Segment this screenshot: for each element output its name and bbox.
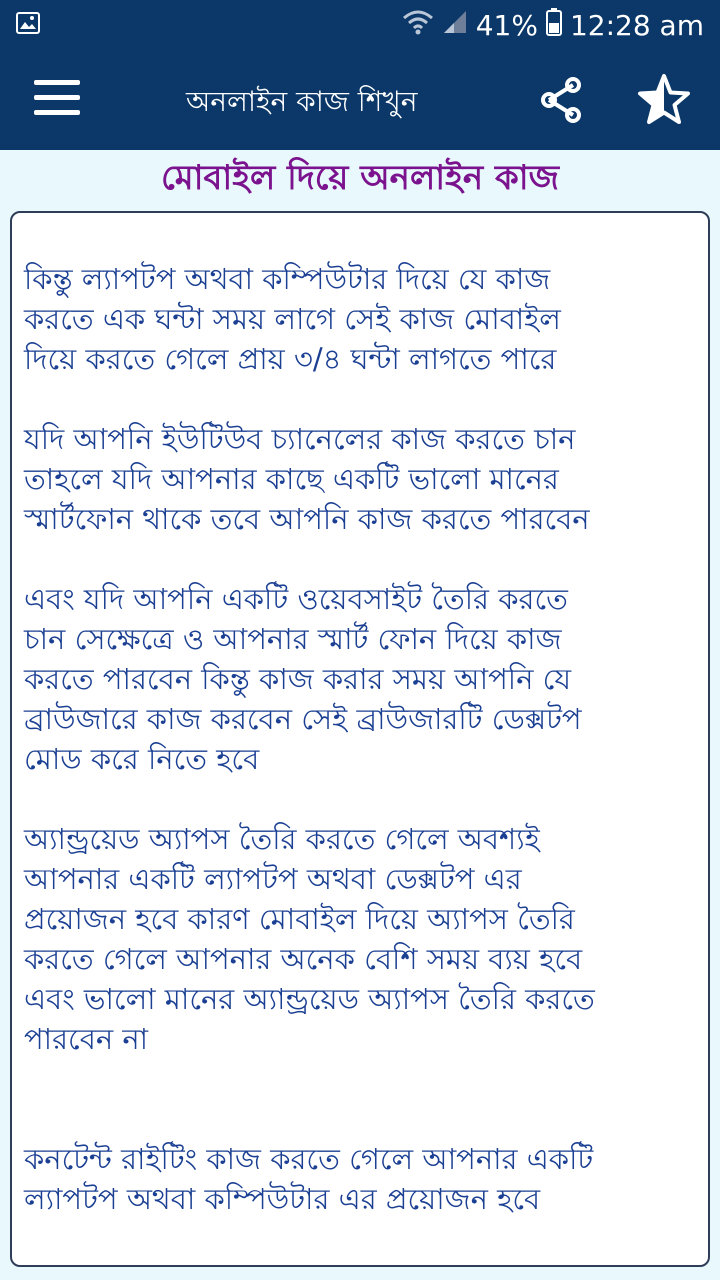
paragraph-spacer [24, 1059, 688, 1139]
paragraph-2: যদি আপনি ইউটিউব চ্যানেলের কাজ করতে চান তাহলে যদি আপনার কাছে একটি ভালো মানের স্মার্টফোন থাকে তবে আপনি কাজ করতে পারবেন [24, 422, 590, 536]
battery-percent: 41% [475, 8, 538, 42]
paragraph-spacer [24, 779, 688, 819]
app-title: অনলাইন কাজ শিখুন [186, 85, 418, 118]
paragraph-spacer [24, 379, 688, 419]
paragraph-1: কিন্তু ল্যাপটপ অথবা কম্পিউটার দিয়ে যে কাজ করতে এক ঘন্টা সময় লাগে সেই কাজ মোবাইল দিয়ে করতে গেলে প্রায় ৩/৪ ঘন্টা লাগতে পারে [24, 262, 561, 376]
paragraph-4: অ্যান্ড্রয়েড অ্যাপস তৈরি করতে গেলে অবশ্যই আপনার একটি ল্যাপটপ অথবা ডেক্সটপ এর প্রয়োজন হবে কারণ মোবাইল দিয়ে অ্যাপস তৈরি করতে গেলে আপনার অনেক বেশি সময় ব্যয় হবে এবং ভালো মানের অ্যান্ড্রয়েড অ্যাপস তৈরি করতে পারবেন না [24, 822, 595, 1056]
menu-icon-line [34, 95, 80, 100]
status-time: 12:28 am [569, 8, 704, 42]
battery-icon [546, 8, 562, 43]
wifi-icon [402, 9, 434, 42]
paragraph-spacer [24, 539, 688, 579]
menu-icon [34, 80, 80, 85]
paragraph-5: কনটেন্ট রাইটিং কাজ করতে গেলে আপনার একটি ল্যাপটপ অথবা কম্পিউটার এর প্রয়োজন হবে [24, 1142, 594, 1216]
content-box[interactable] [10, 211, 710, 1267]
menu-button[interactable] [34, 80, 80, 120]
app-bar [0, 50, 720, 150]
rate-button[interactable] [636, 72, 692, 128]
page-heading: মোবাইল দিয়ে অনলাইন কাজ [160, 158, 560, 198]
share-icon [538, 75, 584, 125]
paragraph-3: এবং যদি আপনি একটি ওয়েবসাইট তৈরি করতে চান সেক্ষেত্রে ও আপনার স্মার্ট ফোন দিয়ে কাজ করতে পারবেন কিন্তু কাজ করার সময় আপনি যে ব্রাউজারে কাজ করবেন সেই ব্রাউজারটি ডেক্সটপ মোড করে নিতে হবে [24, 582, 582, 776]
gallery-icon [16, 12, 40, 38]
signal-icon [442, 9, 468, 42]
status-bar [0, 0, 720, 50]
star-icon [636, 72, 692, 128]
share-button[interactable] [538, 75, 584, 125]
status-left [16, 12, 40, 38]
menu-icon-line [34, 110, 80, 115]
status-right [402, 8, 704, 43]
